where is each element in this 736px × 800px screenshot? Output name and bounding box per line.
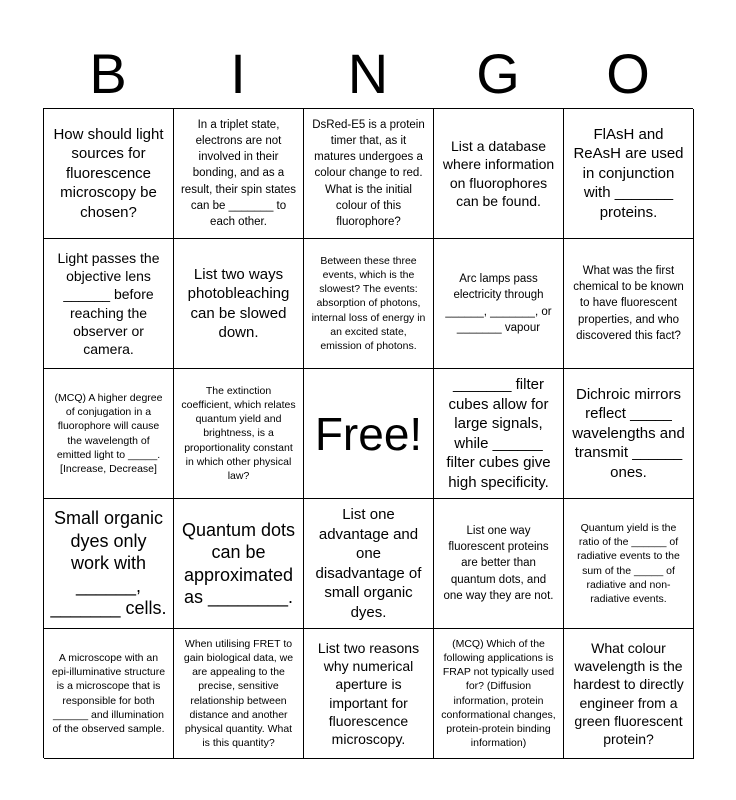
bingo-cell <box>564 499 694 629</box>
bingo-cell <box>564 369 694 499</box>
bingo-cell <box>434 499 564 629</box>
bingo-cell <box>304 239 434 369</box>
cell-text: Light passes the objective lens ______ before reaching the observer or camera. <box>57 249 160 357</box>
bingo-cell <box>304 499 434 629</box>
bingo-cell <box>174 239 304 369</box>
bingo-cell <box>434 629 564 759</box>
cell-text: Quantum dots can be approximated as ________. <box>181 519 296 607</box>
cell-text: List one way fluorescent proteins are better than quantum dots, and one way they are not. <box>443 525 554 602</box>
bingo-cell <box>564 109 694 239</box>
bingo-cell <box>434 369 564 499</box>
bingo-cell <box>174 629 304 759</box>
cell-text: _______ filter cubes allow for large signals, while ______ filter cubes give high specificity. <box>446 376 551 491</box>
cell-text: In a triplet state, electrons are not involved in their bonding, and as a result, their spin states can be _______ to each other. <box>180 119 297 228</box>
bingo-cell <box>174 369 304 499</box>
bingo-cell <box>44 499 174 629</box>
bingo-cell <box>174 499 304 629</box>
cell-text: How should light sources for fluorescence microscopy be chosen? <box>53 125 164 221</box>
cell-text: When utilising FRET to gain biological data, we are appealing to the precise, sensitive relationship between distance and another physical quantity. What is this quantity? <box>183 637 294 750</box>
bingo-grid <box>43 108 693 758</box>
header-letter-g: G <box>476 42 520 105</box>
cell-text: Between these three events, which is the slowest? The events: absorption of photons, internal loss of energy in an excited state, emission of photons. <box>311 254 426 352</box>
bingo-header <box>43 40 693 108</box>
cell-text: What colour wavelength is the hardest to directly engineer from a green fluorescent protein? <box>573 639 684 747</box>
cell-text: Dichroic mirrors reflect _____ wavelengths and transmit ______ ones. <box>572 385 685 481</box>
bingo-cell <box>44 369 174 499</box>
cell-text: Arc lamps pass electricity through ______, _______, or _______ vapour <box>445 273 552 334</box>
bingo-cell <box>304 629 434 759</box>
bingo-cell <box>44 239 174 369</box>
cell-text: The extinction coefficient, which relates quantum yield and brightness, is a proportionality constant in which other physical law? <box>181 384 296 482</box>
cell-text: List two ways photobleaching can be slowed down. <box>187 265 290 341</box>
bingo-cell <box>564 239 694 369</box>
header-letter-o: O <box>606 42 650 105</box>
cell-text: (MCQ) Which of the following applications is FRAP not typically used for? (Diffusion information, protein conformational changes, protein-protein binding information) <box>441 637 556 750</box>
bingo-cell <box>434 239 564 369</box>
cell-text: List two reasons why numerical aperture is important for fluorescence microscopy. <box>317 639 420 747</box>
bingo-cell <box>44 629 174 759</box>
header-letter-b: B <box>89 42 127 105</box>
bingo-cell <box>44 109 174 239</box>
free-space-cell <box>304 369 434 499</box>
bingo-cell <box>174 109 304 239</box>
cell-text: Quantum yield is the ratio of the ______ of radiative events to the sum of the _____ of radiative and non-radiative events. <box>577 521 680 605</box>
cell-text: (MCQ) A higher degree of conjugation in a fluorophore will cause the wavelength of emitted light to _____. [Increase, Decrease] <box>54 391 163 475</box>
free-space-label: Free! <box>314 407 423 460</box>
header-letter-n: N <box>347 42 389 105</box>
cell-text: List a database where information on fluorophores can be found. <box>442 138 555 209</box>
cell-text: List one advantage and one disadvantage of small organic dyes. <box>315 506 422 621</box>
cell-text: DsRed-E5 is a protein timer that, as it matures undergoes a colour change to red. What is the initial colour of this fluorophore? <box>312 119 425 228</box>
bingo-cell <box>304 109 434 239</box>
cell-text: What was the first chemical to be known to have fluorescent properties, and who discovered this fact? <box>573 265 684 342</box>
header-letter-i: I <box>230 42 246 105</box>
cell-text: FlAsH and ReAsH are used in conjunction with _______ proteins. <box>573 125 684 221</box>
bingo-cell <box>434 109 564 239</box>
bingo-cell <box>564 629 694 759</box>
cell-text: A microscope with an epi-illuminative structure is a microscope that is responsible for both ______ and illumination of the observed sample. <box>51 651 166 735</box>
cell-text: Small organic dyes only work with ______, _______ cells. <box>50 508 167 619</box>
